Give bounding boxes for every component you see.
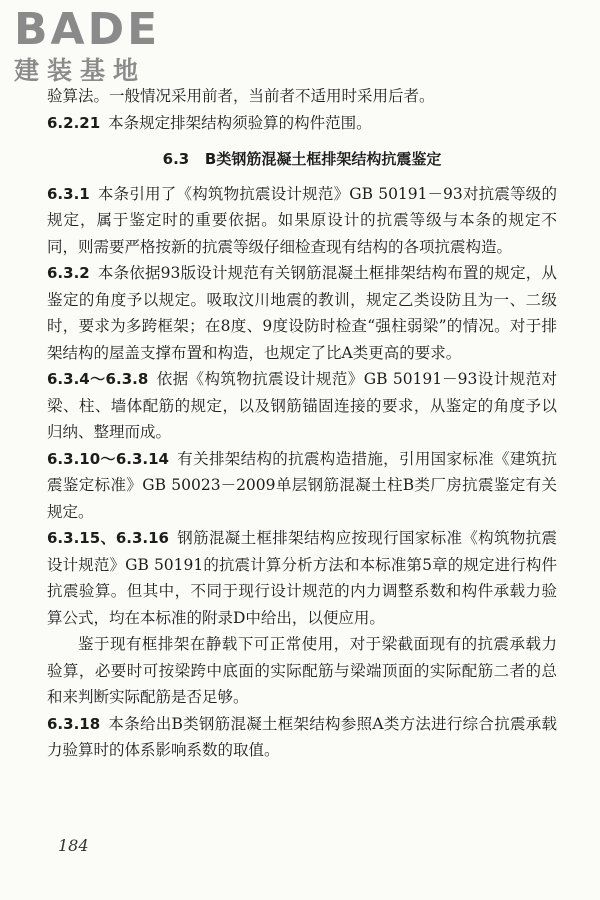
logo-wordmark: BADE: [14, 4, 161, 55]
clause-6-3-2: [47, 260, 557, 366]
clause-6-2-21: [47, 110, 557, 137]
clause-text: 有关排架结构的抗震构造措施，引用国家标准《建筑抗震鉴定标准》GB 50023－2009单层钢筋混凝土柱B类厂房抗震鉴定有关规定。: [47, 449, 557, 521]
section-number: 6.3: [162, 150, 190, 168]
clause-6-3-10-to-6-3-14: [47, 446, 557, 526]
clause-6-3-1: [47, 181, 557, 261]
clause-number: 6.3.4～6.3.8: [47, 370, 149, 388]
site-logo: [8, 4, 198, 88]
paragraph-text: 验算法。一般情况采用前者，当前者不适用时采用后者。: [47, 87, 435, 105]
page-body: [47, 83, 557, 764]
paragraph-continued: [47, 83, 557, 110]
clause-number: 6.3.2: [47, 264, 90, 282]
section-heading: [47, 146, 557, 173]
clause-text: 本条规定排架结构须验算的构件范围。: [108, 113, 372, 132]
clause-text: 本条依据93版设计规范有关钢筋混凝土框排架结构布置的规定，从鉴定的角度予以规定。吸取汶川地震的教训，规定乙类设防且为一、二级时，要求为多跨框架；在8度、9度设防时检查“强柱弱梁”的情况。对于排架结构的屋盖支撑布置和构造，也规定了比A类更高的要求。: [47, 264, 557, 362]
clause-number: 6.3.15、6.3.16: [47, 529, 169, 547]
clause-text: 本条引用了《构筑物抗震设计规范》GB 50191－93对抗震等级的规定，属于鉴定时的重要依据。如果原设计的抗震等级与本条的规定不同，则需要严格按新的抗震等级仔细检查现有结构的各项抗震构造。: [47, 184, 557, 256]
logo-subtitle: 建装基地: [14, 56, 147, 85]
clause-number: 6.3.1: [47, 184, 90, 203]
page-number: 184: [58, 836, 89, 855]
clause-6-3-18: [47, 711, 557, 764]
clause-6-3-4-to-6-3-8: [47, 366, 557, 446]
section-title: B类钢筋混凝土框排架结构抗震鉴定: [204, 150, 442, 168]
paragraph-indented: [47, 631, 557, 711]
clause-number: 6.3.18: [47, 714, 101, 733]
clause-text: 依据《构筑物抗震设计规范》GB 50191－93设计规范对梁、柱、墙体配筋的规定，以及钢筋锚固连接的要求，从鉴定的角度予以归纳、整理而成。: [47, 370, 557, 441]
clause-number: 6.2.21: [47, 113, 101, 132]
clause-text: 本条给出B类钢筋混凝土框架结构参照A类方法进行综合抗震承载力验算时的体系影响系数的取值。: [47, 714, 557, 759]
clause-text: 钢筋混凝土框排架结构应按现行国家标准《构筑物抗震设计规范》GB 50191的抗震计算分析方法和本标准第5章的规定进行构件抗震验算。但其中，不同于现行设计规范的内力调整系数和构件承载力验算公式，均在本标准的附录D中给出，以便应用。: [47, 529, 557, 627]
clause-number: 6.3.10～6.3.14: [47, 449, 169, 468]
paragraph-text: 鉴于现有框排架在静载下可正常使用，对于梁截面现有的抗震承载力验算，必要时可按梁跨中底面的实际配筋与梁端顶面的实际配筋二者的总和来判断实际配筋是否足够。: [47, 635, 557, 706]
clause-6-3-15-6-3-16: [47, 525, 557, 631]
